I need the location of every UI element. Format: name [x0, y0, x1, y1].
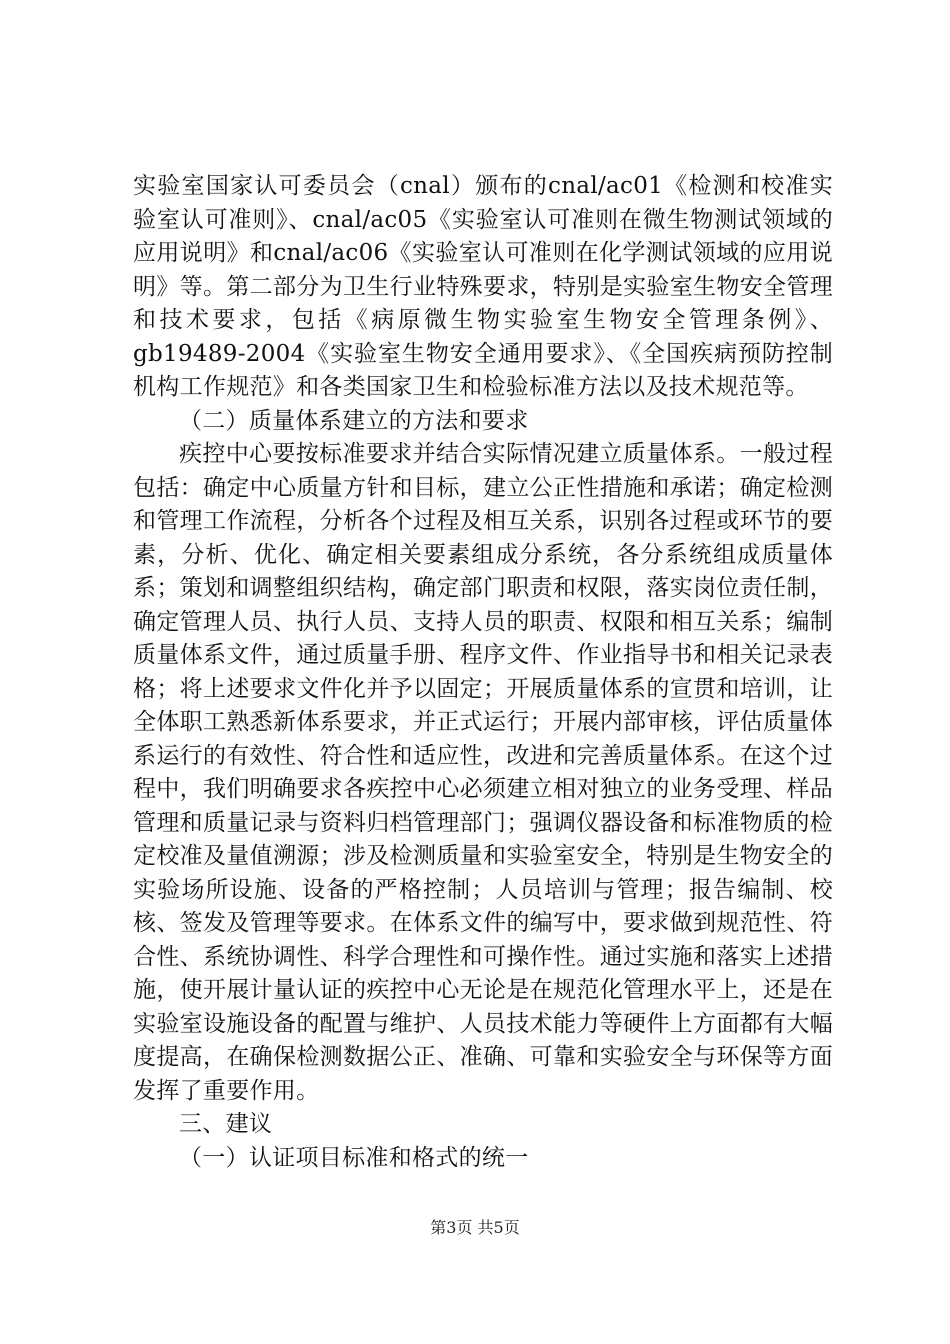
paragraph-body: 疾控中心要按标准要求并结合实际情况建立质量体系。一般过程包括：确定中心质量方针和目标，建立公正性措施和承诺；确定检测和管理工作流程，分析各个过程及相互关系，识别各过程或环节的要素，分析、优化、确定相关要素组成分系统，各分系统组成质量体系；策划和调整组织结构，确定部门职责和权限，落实岗位责任制，确定管理人员、执行人员、支持人员的职责、权限和相互关系；编制质量体系文件，通过质量手册、程序文件、作业指导书和相关记录表格；将上述要求文件化并予以固定；开展质量体系的宣贯和培训，让全体职工熟悉新体系要求，并正式运行；开展内部审核，评估质量体系运行的有效性、符合性和适应性，改进和完善质量体系。在这个过程中，我们明确要求各疾控中心必须建立相对独立的业务受理、样品管理和质量记录与资料归档管理部门；强调仪器设备和标准物质的检定校准及量值溯源；涉及检测质量和实验室安全，特别是生物安全的实验场所设施、设备的严格控制；人员培训与管理；报告编制、校核、签发及管理等要求。在体系文件的编写中，要求做到规范性、符合性、系统协调性、科学合理性和可操作性。通过实施和落实上述措施，使开展计量认证的疾控中心无论是在规范化管理水平上，还是在实验室设施设备的配置与维护、人员技术能力等硬件上方面都有大幅度提高，在确保检测数据公正、准确、可靠和实验安全与环保等方面发挥了重要作用。 [133, 441, 833, 1104]
section-heading-2: （二）质量体系建立的方法和要求 [179, 407, 529, 434]
page-number-footer: 第3页 共5页 [430, 1218, 520, 1237]
section-heading-3: 三、建议 [179, 1111, 273, 1137]
section-heading-3-1: （一）认证项目标准和格式的统一 [179, 1144, 529, 1171]
paragraph-continued: 实验室国家认可委员会（cnal）颁布的cnal/ac01《检测和校准实验室认可准则》、cnal/ac05《实验室认可准则在微生物测试领域的应用说明》和cnal/ac06《实验室认可准则在化学测试领域的应用说明》等。第二部分为卫生行业特殊要求，特别是实验室生物安全管理和技术要求，包括《病原微生物实验室生物安全管理条例》、gb19489-2004《实验室生物安全通用要求》、《全国疾病预防控制机构工作规范》和各类国家卫生和检验标准方法以及技术规范等。 [133, 173, 833, 400]
document-body [133, 170, 833, 1175]
